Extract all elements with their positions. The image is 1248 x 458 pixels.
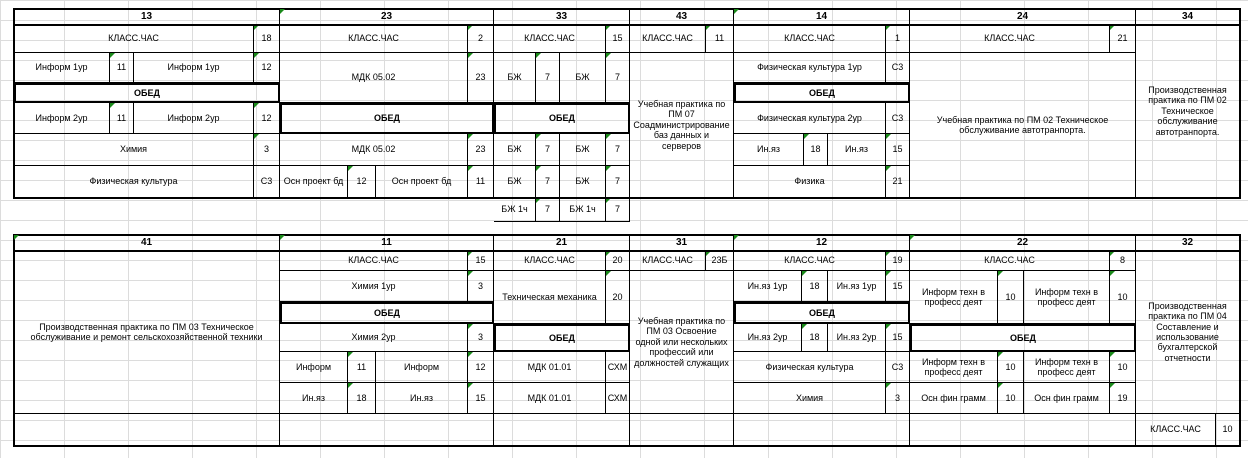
lesson-cell: БЖ (494, 134, 536, 166)
lesson-cell: Химия (734, 383, 886, 414)
lesson-cell: Ин.яз (734, 134, 804, 166)
group-header: 32 (1136, 235, 1240, 251)
lesson-cell: Физическая культура 2ур (734, 103, 886, 134)
lesson-cell: Информ 1ур (134, 53, 254, 83)
room-cell: С3 (886, 53, 910, 83)
room-cell: 7 (606, 198, 630, 222)
room-cell: 20 (606, 271, 630, 324)
group-header: 22 (910, 235, 1136, 251)
cell-marker (734, 235, 744, 245)
lesson-cell: БЖ (494, 166, 536, 198)
room-cell: С3 (886, 103, 910, 134)
lesson-cell: Ин.яз 1ур (828, 271, 886, 302)
group-header: 33 (494, 9, 630, 25)
room-cell: 23 (468, 134, 494, 166)
group-header: 12 (734, 235, 910, 251)
room-cell: 15 (468, 383, 494, 414)
lesson-cell: Техническая механика (494, 271, 606, 324)
lesson-cell: Информ техн в професс деят (910, 271, 998, 324)
lesson-cell: Химия (14, 134, 254, 166)
room-cell: 15 (886, 271, 910, 302)
room-cell: 18 (254, 25, 280, 53)
lesson-cell: Химия 1ур (280, 271, 468, 302)
room-cell: 11 (348, 352, 376, 383)
room-cell: 12 (348, 166, 376, 198)
room-cell: 7 (606, 166, 630, 198)
room-cell: 7 (606, 53, 630, 103)
room-cell: 3 (468, 271, 494, 302)
lesson-cell: Информ (376, 352, 468, 383)
lesson-cell: Физическая культура (14, 166, 254, 198)
timetable-frame (13, 234, 1241, 447)
lesson-cell: КЛАСС.ЧАС (494, 251, 606, 271)
lesson-cell: БЖ (494, 53, 536, 103)
lesson-cell: Физическая культура (734, 352, 886, 383)
lesson-cell: Информ 2ур (134, 103, 254, 134)
room-cell: 12 (254, 103, 280, 134)
lesson-cell: КЛАСС.ЧАС (910, 251, 1110, 271)
room-cell: 3 (886, 383, 910, 414)
room-cell: 15 (886, 134, 910, 166)
practice-cell: Учебная практика по ПМ 02 Техническое обслуживание автотранпорта. (910, 53, 1136, 198)
room-cell: 15 (886, 324, 910, 352)
room-cell: 11 (706, 25, 734, 53)
room-cell: 1 (886, 25, 910, 53)
timetable-frame (13, 8, 1241, 199)
room-cell: 18 (348, 383, 376, 414)
lesson-cell: КЛАСС.ЧАС (910, 25, 1110, 53)
lesson-cell: МДК 01.01 (494, 383, 606, 414)
lesson-cell: БЖ (560, 134, 606, 166)
group-header: 43 (630, 9, 734, 25)
practice-cell: Производственная практика по ПМ 04 Составление и использование бухгалтерской отчетности (1136, 251, 1240, 414)
lesson-cell: Осн проект бд (376, 166, 468, 198)
room-cell: 3 (254, 134, 280, 166)
room-cell: 7 (536, 53, 560, 103)
room-cell: 10 (1216, 414, 1240, 446)
lesson-cell: Осн фин грамм (1024, 383, 1110, 414)
room-cell: 7 (606, 134, 630, 166)
room-cell: СХМ (606, 383, 630, 414)
cell-marker (14, 235, 24, 245)
room-cell: 7 (536, 134, 560, 166)
lesson-cell: Ин.яз 2ур (734, 324, 802, 352)
room-cell: 7 (536, 166, 560, 198)
lesson-cell: КЛАСС.ЧАС (734, 25, 886, 53)
room-cell: С3 (886, 352, 910, 383)
room-cell: 3 (468, 324, 494, 352)
practice-cell: Учебная практика по ПМ 03 Освоение одной или нескольких профессий или должностей служащих (630, 271, 734, 414)
lesson-cell: Ин.яз 1ур (734, 271, 802, 302)
lesson-cell: КЛАСС.ЧАС (280, 251, 468, 271)
room-cell: 12 (468, 352, 494, 383)
lesson-cell: КЛАСС.ЧАС (14, 25, 254, 53)
room-cell: 15 (468, 251, 494, 271)
lesson-cell: БЖ 1ч (494, 198, 536, 222)
room-cell: С3 (254, 166, 280, 198)
lesson-cell: Осн фин грамм (910, 383, 998, 414)
lunch-break: ОБЕД (14, 83, 280, 103)
lesson-cell: Информ техн в професс деят (1024, 271, 1110, 324)
practice-cell: Производственная практика по ПМ 02 Техническое обслуживание автотранпорта. (1136, 25, 1240, 198)
room-cell: 23Б (706, 251, 734, 271)
group-header: 41 (14, 235, 280, 251)
practice-cell: Производственная практика по ПМ 03 Техническое обслуживание и ремонт сельскохозяйственной техники (14, 251, 280, 414)
header-divider (13, 250, 1241, 252)
lesson-cell: КЛАСС.ЧАС (494, 25, 606, 53)
room-cell: 18 (802, 271, 828, 302)
lesson-cell: КЛАСС.ЧАС (1136, 414, 1216, 446)
lunch-break: ОБЕД (734, 302, 910, 324)
group-header: 21 (494, 235, 630, 251)
cell-marker (280, 235, 290, 245)
lesson-cell: БЖ (560, 53, 606, 103)
lesson-cell: Физическая культура 1ур (734, 53, 886, 83)
lesson-cell: МДК 05.02 (280, 53, 468, 103)
room-cell: 10 (998, 352, 1024, 383)
lunch-break: ОБЕД (280, 302, 494, 324)
room-cell: 11 (110, 53, 134, 83)
lunch-break: ОБЕД (734, 83, 910, 103)
lesson-cell: КЛАСС.ЧАС (630, 251, 706, 271)
room-cell: 10 (998, 271, 1024, 324)
group-header: 13 (14, 9, 280, 25)
lunch-break: ОБЕД (280, 103, 494, 134)
room-cell: 12 (254, 53, 280, 83)
cell-marker (734, 9, 744, 19)
group-header: 34 (1136, 9, 1240, 25)
lesson-cell: КЛАСС.ЧАС (280, 25, 468, 53)
lesson-cell: Ин.яз (376, 383, 468, 414)
lesson-cell: БЖ 1ч (560, 198, 606, 222)
room-cell: 18 (802, 324, 828, 352)
cell-marker (910, 235, 920, 245)
group-header: 24 (910, 9, 1136, 25)
room-cell: 20 (606, 251, 630, 271)
room-cell: 21 (1110, 25, 1136, 53)
room-cell: 11 (468, 166, 494, 198)
room-cell: 23 (468, 53, 494, 103)
group-header: 14 (734, 9, 910, 25)
lesson-cell: КЛАСС.ЧАС (630, 25, 706, 53)
room-cell: 18 (804, 134, 828, 166)
lunch-break: ОБЕД (494, 103, 630, 134)
room-cell: 11 (110, 103, 134, 134)
room-cell: 21 (886, 166, 910, 198)
room-cell: СХМ (606, 352, 630, 383)
header-divider (13, 24, 1241, 26)
group-header: 31 (630, 235, 734, 251)
lesson-cell: КЛАСС.ЧАС (734, 251, 886, 271)
cell-marker (280, 9, 290, 19)
room-cell: 10 (1110, 352, 1136, 383)
lesson-cell: БЖ (560, 166, 606, 198)
group-header: 23 (280, 9, 494, 25)
room-cell: 19 (1110, 383, 1136, 414)
lesson-cell: Химия 2ур (280, 324, 468, 352)
lesson-cell: Осн проект бд (280, 166, 348, 198)
lesson-cell: МДК 01.01 (494, 352, 606, 383)
lesson-cell: Информ техн в професс деят (910, 352, 998, 383)
lesson-cell: Информ 1ур (14, 53, 110, 83)
lesson-cell: МДК 05.02 (280, 134, 468, 166)
lunch-break: ОБЕД (910, 324, 1136, 352)
bottom-divider (13, 197, 1241, 199)
room-cell: 8 (1110, 251, 1136, 271)
room-cell: 10 (1110, 271, 1136, 324)
lesson-cell: Информ 2ур (14, 103, 110, 134)
room-cell: 10 (998, 383, 1024, 414)
room-cell: 15 (606, 25, 630, 53)
room-cell: 2 (468, 25, 494, 53)
group-header: 11 (280, 235, 494, 251)
room-cell: 19 (886, 251, 910, 271)
room-cell: 7 (536, 198, 560, 222)
lunch-break: ОБЕД (494, 324, 630, 352)
lesson-cell: Ин.яз 2ур (828, 324, 886, 352)
lesson-cell: Ин.яз (828, 134, 886, 166)
practice-cell: Учебная практика по ПМ 07 Соадминистрирование баз данных и серверов (630, 53, 734, 198)
lesson-cell: Физика (734, 166, 886, 198)
lesson-cell: Информ (280, 352, 348, 383)
lesson-cell: Информ техн в професс деят (1024, 352, 1110, 383)
lesson-cell: Ин.яз (280, 383, 348, 414)
